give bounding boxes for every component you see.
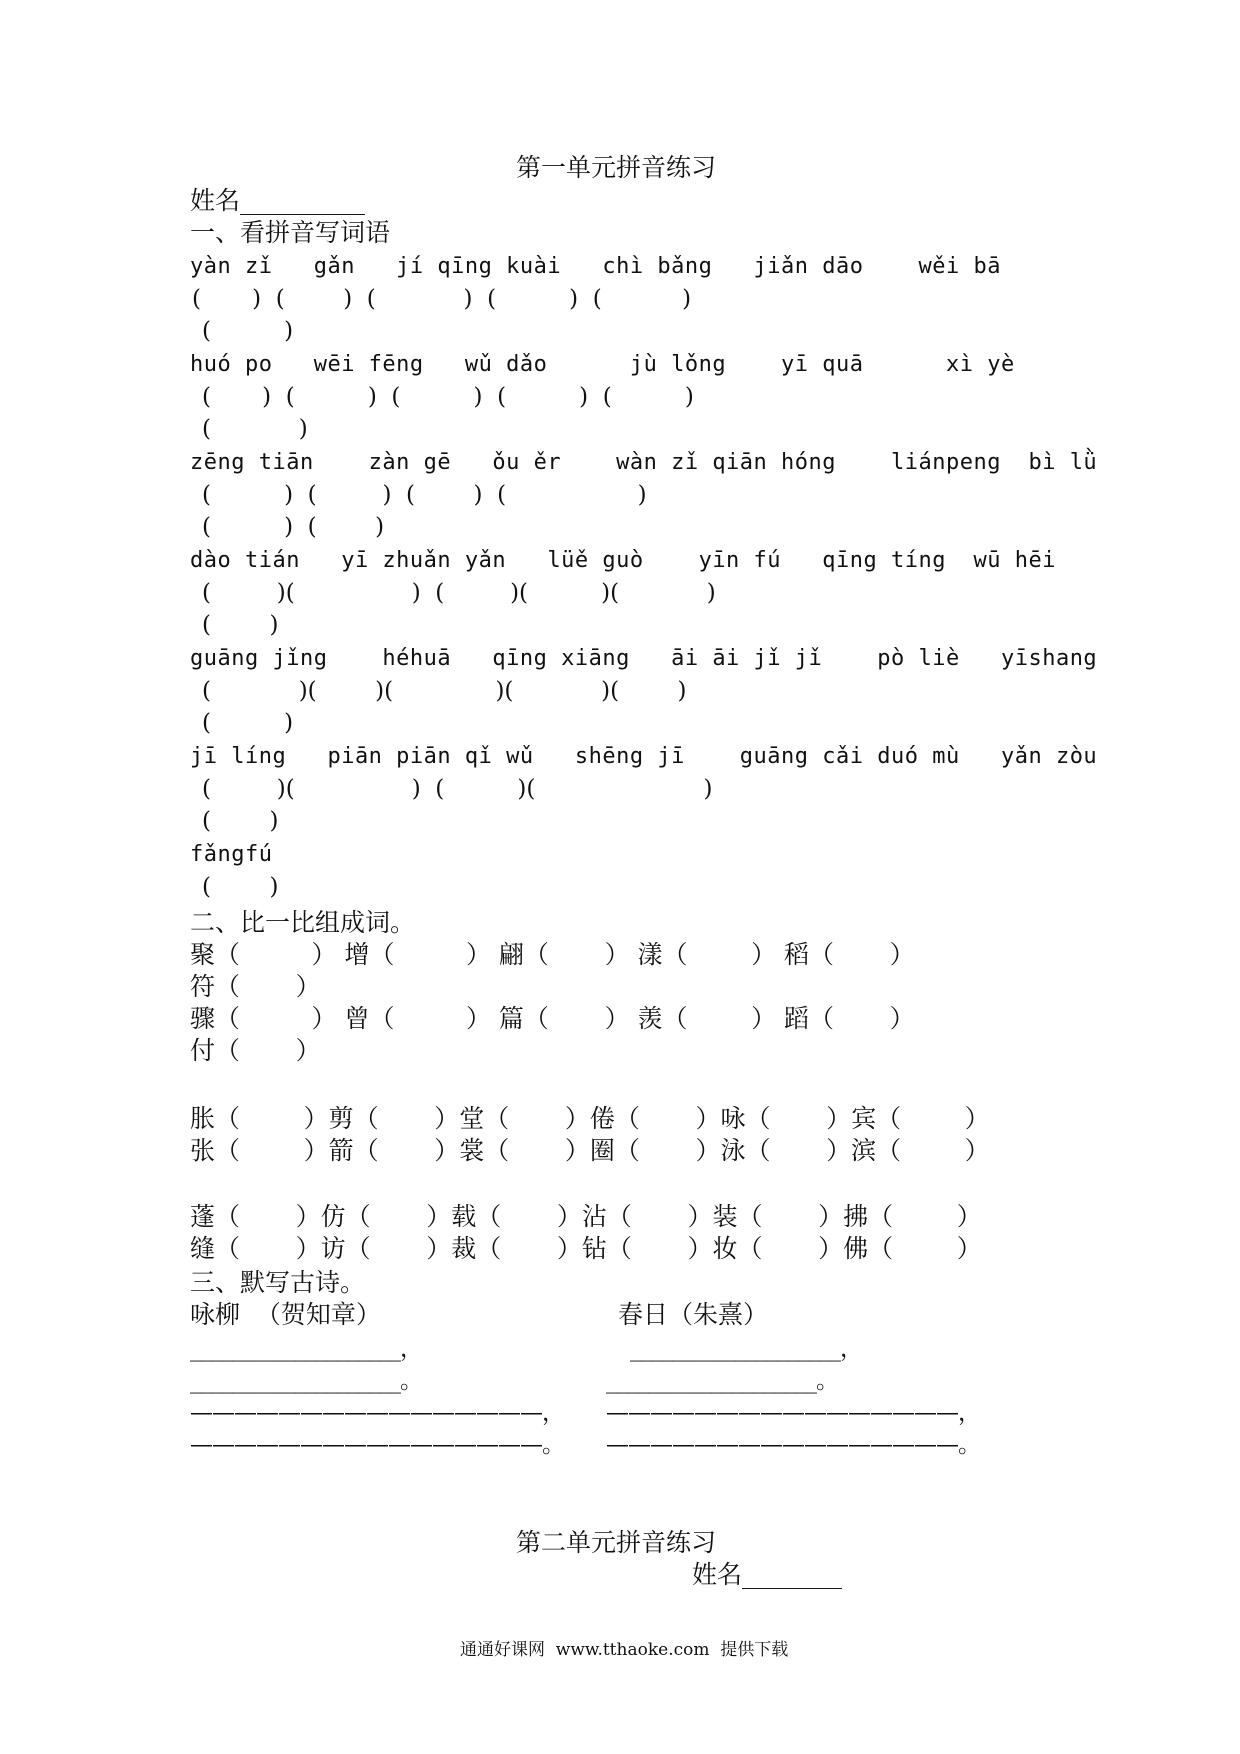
page-title: 第一单元拼音练习 xyxy=(516,153,717,182)
answer-brackets[interactable]: ( ) ( ) xyxy=(202,514,385,540)
poem-line-left[interactable]: ____________________， xyxy=(190,1336,422,1362)
answer-brackets[interactable]: ( )( ) ( )( ) xyxy=(202,776,713,802)
poem-title-right: 春日（朱熹） xyxy=(618,1300,769,1329)
pinyin-row: dào tián yī zhuǎn yǎn lüě guò yīn fú qīng tíng wū hēi xyxy=(190,548,1056,573)
name-field-2[interactable]: 姓名________ xyxy=(692,1560,843,1589)
page-title-2: 第二单元拼音练习 xyxy=(516,1528,717,1557)
answer-brackets[interactable]: ( ) xyxy=(202,710,294,736)
poem-line-left[interactable]: ____________________。 xyxy=(190,1368,422,1394)
answer-brackets[interactable]: ( ) xyxy=(202,318,294,344)
word-pair-row[interactable]: 张（ ）箭（ ）裳（ ）圈（ ）泳（ ）滨（ ） xyxy=(190,1136,990,1165)
pinyin-row: fǎngfú xyxy=(190,842,273,867)
poem-line-right[interactable]: ————————————————， xyxy=(606,1400,980,1426)
name-field[interactable]: 姓名__________ xyxy=(190,186,366,215)
pinyin-row: yàn zǐ gǎn jí qīng kuài chì bǎng jiǎn dāo wěi bā xyxy=(190,254,1001,279)
pinyin-row: guāng jǐng héhuā qīng xiāng āi āi jǐ jǐ pò liè yīshang xyxy=(190,646,1098,671)
word-pair-row[interactable]: 蓬（ ）仿（ ）载（ ）沾（ ）装（ ）拂（ ） xyxy=(190,1202,982,1231)
poem-line-left[interactable]: ————————————————， xyxy=(190,1400,564,1426)
pinyin-row: zēng tiān zàn gē ǒu ěr wàn zǐ qiān hóng liánpeng bì lǜ xyxy=(190,450,1098,475)
answer-brackets[interactable]: ( ) xyxy=(202,874,279,900)
poem-line-right[interactable]: ____________________。 xyxy=(606,1368,838,1394)
poem-title-left: 咏柳 （贺知章） xyxy=(190,1300,381,1329)
pinyin-row: jī líng piān piān qǐ wǔ shēng jī guāng cǎi duó mù yǎn zòu xyxy=(190,744,1098,769)
answer-brackets[interactable]: ( ) xyxy=(202,416,308,442)
answer-brackets[interactable]: ( )( )( )( )( ) xyxy=(202,678,687,704)
word-pair-row[interactable]: 付（ ） xyxy=(190,1036,321,1065)
answer-brackets[interactable]: ( ) ( ) ( ) ( ) ( ) xyxy=(202,384,694,410)
section3-heading: 三、默写古诗。 xyxy=(190,1268,366,1297)
section1-heading: 一、看拼音写词语 xyxy=(190,218,391,247)
word-pair-row[interactable]: 缝（ ）访（ ）裁（ ）钻（ ）妆（ ）佛（ ） xyxy=(190,1234,982,1263)
word-pair-row[interactable]: 聚（ ） 增（ ） 翩（ ） 漾（ ） 稻（ ） xyxy=(190,940,915,969)
answer-brackets[interactable]: ( ) ( ) ( ) ( ) ( ) xyxy=(192,286,692,312)
answer-brackets[interactable]: ( ) xyxy=(202,808,279,834)
word-pair-row[interactable]: 符（ ） xyxy=(190,972,321,1001)
poem-line-left[interactable]: ————————————————。 xyxy=(190,1432,564,1458)
answer-brackets[interactable]: ( ) xyxy=(202,612,279,638)
word-pair-row[interactable]: 胀（ ）剪（ ）堂（ ）倦（ ）咏（ ）宾（ ） xyxy=(190,1104,990,1133)
word-pair-row[interactable]: 骤（ ） 曾（ ） 篇（ ） 羡（ ） 蹈（ ） xyxy=(190,1004,915,1033)
footer-text: 通通好课网 www.tthaoke.com 提供下载 xyxy=(460,1640,789,1660)
answer-brackets[interactable]: ( )( ) ( )( )( ) xyxy=(202,580,716,606)
poem-line-right[interactable]: ____________________， xyxy=(630,1336,862,1362)
pinyin-row: huó po wēi fēng wǔ dǎo jù lǒng yī quā xì yè xyxy=(190,352,1015,377)
poem-line-right[interactable]: ————————————————。 xyxy=(606,1432,980,1458)
section2-heading: 二、比一比组成词。 xyxy=(190,908,416,937)
answer-brackets[interactable]: ( ) ( ) ( ) ( ) xyxy=(202,482,647,508)
